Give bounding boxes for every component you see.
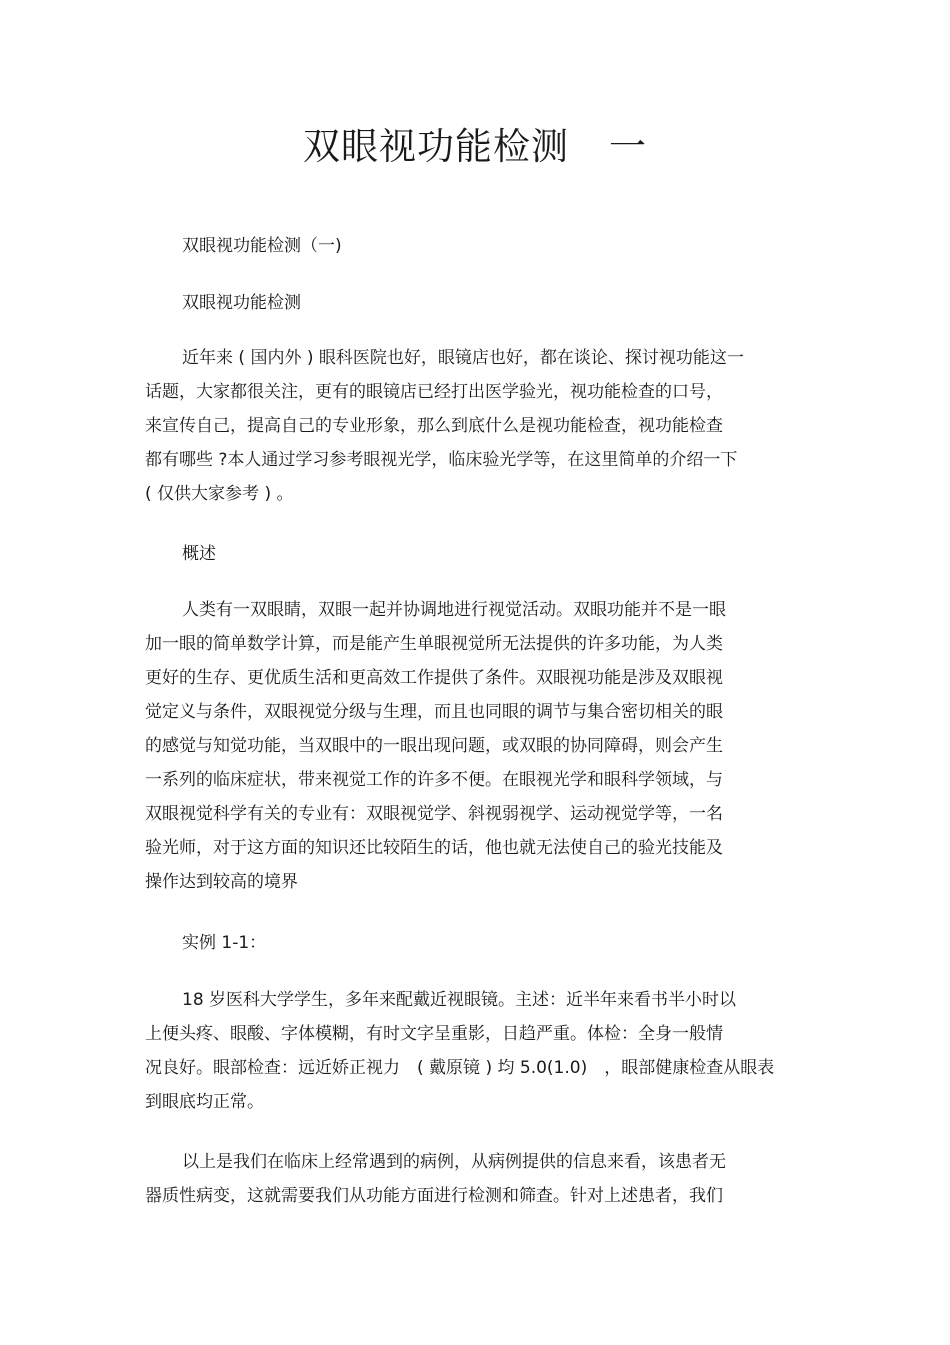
intro-paragraph bbox=[145, 341, 795, 511]
example-line: 到眼底均正常。 bbox=[145, 1092, 264, 1112]
example-line: 上便头疼、眼酸、字体模糊，有时文字呈重影，日趋严重。体检：全身一般情 bbox=[145, 1024, 723, 1044]
overview-heading: 概述 bbox=[182, 544, 216, 564]
example-heading: 实例 1-1： bbox=[182, 933, 267, 953]
overview-paragraph bbox=[145, 593, 795, 899]
example-line: 况良好。眼部检查：远近娇正视力 ( 戴原镜 ) 均 5.0(1.0) ，眼部健康检查从眼表 bbox=[145, 1058, 775, 1078]
overview-line: 的感觉与知觉功能，当双眼中的一眼出现问题，或双眼的协同障碍，则会产生 bbox=[145, 736, 723, 756]
overview-line: 觉定义与条件，双眼视觉分级与生理，而且也同眼的调节与集合密切相关的眼 bbox=[145, 702, 723, 722]
subheading-1: 双眼视功能检测（一) bbox=[182, 236, 342, 256]
document-title bbox=[0, 122, 950, 172]
intro-line: 近年来 ( 国内外 ) 眼科医院也好，眼镜店也好，都在谈论、探讨视功能这一 bbox=[182, 348, 744, 368]
overview-line: 操作达到较高的境界 bbox=[145, 872, 298, 892]
intro-line: 话题，大家都很关注，更有的眼镜店已经打出医学验光，视功能检查的口号， bbox=[145, 382, 723, 402]
overview-line: 更好的生存、更优质生活和更高效工作提供了条件。双眼视功能是涉及双眼视 bbox=[145, 668, 723, 688]
analysis-line: 以上是我们在临床上经常遇到的病例，从病例提供的信息来看，该患者无 bbox=[182, 1152, 726, 1172]
intro-line: ( 仅供大家参考 ) 。 bbox=[145, 484, 294, 504]
analysis-line: 器质性病变，这就需要我们从功能方面进行检测和筛查。针对上述患者，我们 bbox=[145, 1186, 723, 1206]
example-line: 18 岁医科大学学生，多年来配戴近视眼镜。主述：近半年来看书半小时以 bbox=[182, 990, 737, 1010]
example-paragraph bbox=[145, 983, 795, 1119]
overview-line: 双眼视觉科学有关的专业有：双眼视觉学、斜视弱视学、运动视觉学等，一名 bbox=[145, 804, 723, 824]
overview-line: 一系列的临床症状，带来视觉工作的许多不便。在眼视光学和眼科学领域，与 bbox=[145, 770, 723, 790]
subheading-2: 双眼视功能检测 bbox=[182, 293, 301, 313]
overview-line: 验光师，对于这方面的知识还比较陌生的话，他也就无法使自己的验光技能及 bbox=[145, 838, 723, 858]
analysis-paragraph bbox=[145, 1145, 795, 1213]
intro-line: 来宣传自己，提高自己的专业形象，那么到底什么是视功能检查，视功能检查 bbox=[145, 416, 723, 436]
overview-line: 加一眼的简单数学计算，而是能产生单眼视觉所无法提供的许多功能，为人类 bbox=[145, 634, 723, 654]
intro-line: 都有哪些 ?本人通过学习参考眼视光学，临床验光学等，在这里简单的介绍一下 bbox=[145, 450, 738, 470]
title-suffix: 一 bbox=[609, 125, 647, 168]
overview-line: 人类有一双眼睛，双眼一起并协调地进行视觉活动。双眼功能并不是一眼 bbox=[182, 600, 726, 620]
title-main: 双眼视功能检测 bbox=[303, 125, 569, 168]
